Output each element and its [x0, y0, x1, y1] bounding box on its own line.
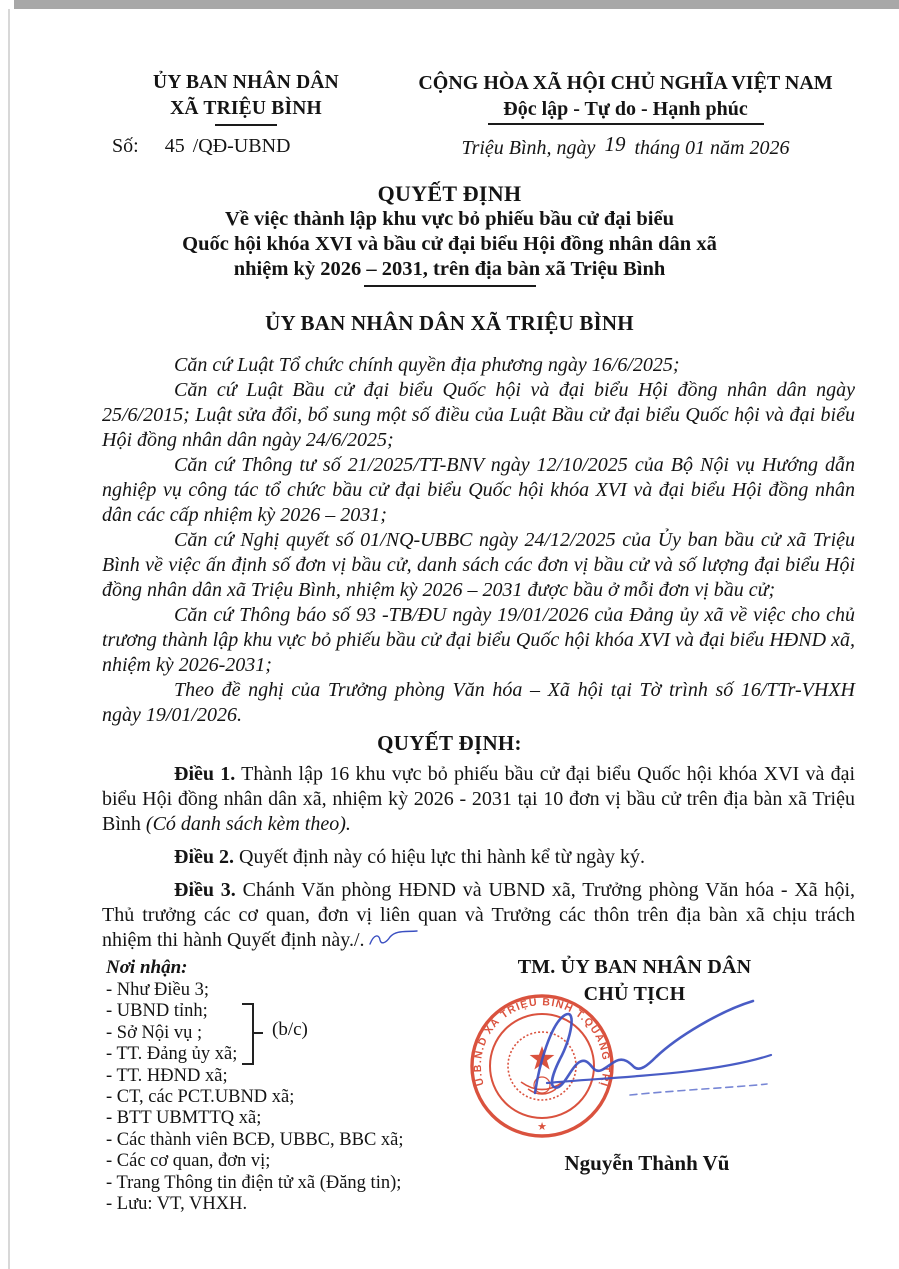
doc-number-value: 45: [164, 135, 185, 157]
title-line1: Về việc thành lập khu vực bỏ phiếu bầu cử đại biểu: [225, 208, 674, 230]
article-3-text: Chánh Văn phòng HĐND và UBND xã, Trưởng phòng Văn hóa - Xã hội, Thủ trưởng các cơ quan, đơn vị liên quan và Trưởng các thôn trên địa bàn xã chịu trách nhiệm thi hành Quyết định này./.: [102, 879, 856, 951]
article-2: [102, 845, 855, 870]
doc-number-label: Số:: [112, 135, 139, 157]
place-date-prefix: Triệu Bình, ngày: [461, 137, 596, 159]
recipient-item: - BTT UBMTTQ xã;: [106, 1108, 262, 1129]
seal-ring-text: U.B.N.D XÃ TRIỆU BÌNH T.QUẢNG TRỊ: [471, 996, 613, 1089]
article-2-label: Điều 2.: [174, 846, 234, 868]
scan-top-edge: [14, 0, 899, 9]
decision-heading: QUYẾT ĐỊNH:: [377, 731, 522, 755]
article-1-italic-note: (Có danh sách kèm theo).: [145, 813, 351, 835]
org-underline: [215, 124, 277, 126]
date-day-handwritten: 19: [604, 132, 626, 156]
recipient-item: - CT, các PCT.UBND xã;: [106, 1087, 295, 1108]
preamble-paragraph: Căn cứ Nghị quyết số 01/NQ-UBBC ngày 24/12/2025 của Ủy ban bầu cử xã Triệu Bình về việc ấn định số đơn vị bầu cử, danh sách các đơn vị bầu cử và số lượng đại biểu Hội đồng nhân dân xã Triệu Bình, nhiệm kỳ 2026 – 2031 được bầu ở mỗi đơn vị bầu cử;: [102, 529, 855, 601]
article-1-label: Điều 1.: [174, 763, 236, 785]
article-2-text: Quyết định này có hiệu lực thi hành kể từ ngày ký.: [239, 846, 646, 868]
org-name-line1: ỦY BAN NHÂN DÂN: [153, 72, 339, 93]
recipient-item: - Lưu: VT, VHXH.: [106, 1194, 248, 1215]
seal-bottom-star: ★: [537, 1121, 547, 1133]
signer-name: Nguyễn Thành Vũ: [564, 1151, 730, 1175]
preamble-paragraph: Căn cứ Luật Bầu cử đại biểu Quốc hội và đại biểu Hội đồng nhân dân ngày 25/6/2015; Luật sửa đổi, bổ sung một số điều của Luật Bầu cử đại biểu Quốc hội và đại biểu Hội đồng nhân dân ngày 24/6/2025;: [102, 379, 855, 451]
preamble: [0, 353, 899, 728]
article-3-label: Điều 3.: [174, 879, 236, 901]
title-separator-line: [364, 285, 536, 287]
title-line2: Quốc hội khóa XVI và bầu cử đại biểu Hội đồng nhân dân xã: [182, 233, 717, 255]
signing-title: CHỦ TỊCH: [583, 983, 686, 1005]
national-header-block: [396, 70, 855, 126]
bc-bracket-icon: [236, 1001, 266, 1067]
recipient-item: - Các thành viên BCĐ, UBBC, BBC xã;: [106, 1129, 404, 1150]
signature-footer: [0, 957, 899, 1247]
doc-number: [96, 135, 396, 160]
recipients-label: Nơi nhận:: [106, 957, 188, 978]
number-date-row: [0, 126, 899, 160]
title-block: [0, 180, 899, 336]
recipient-item: - TT. HĐND xã;: [106, 1065, 228, 1086]
doc-number-suffix: /QĐ-UBND: [192, 135, 291, 157]
republic-motto: Độc lập - Tự do - Hạnh phúc: [503, 98, 748, 120]
recipient-item: - TT. Đảng ủy xã;: [106, 1044, 238, 1065]
issuing-org-block: [96, 70, 396, 126]
recipient-item: - Các cơ quan, đơn vị;: [106, 1151, 271, 1172]
article-1-text: Thành lập 16 khu vực bỏ phiếu bầu cử đại biểu Quốc hội khóa XVI và đại biểu Hội đồng nhân dân xã, nhiệm kỳ 2026 - 2031 tại 10 đơn vị bầu cử trên địa bàn xã Triệu Bình: [102, 763, 856, 835]
republic-title: CỘNG HÒA XÃ HỘI CHỦ NGHĨA VIỆT NAM: [418, 72, 833, 94]
recipient-item: - Sở Nội vụ ;: [106, 1022, 203, 1043]
bc-note: (b/c): [272, 1019, 308, 1040]
article-3: [102, 878, 855, 953]
recipient-item: - Trang Thông tin điện tử xã (Đăng tin);: [106, 1172, 402, 1193]
preamble-paragraph: Theo đề nghị của Trưởng phòng Văn hóa – Xã hội tại Tờ trình số 16/TTr-VHXH ngày 19/01/2026.: [102, 679, 855, 726]
initial-paraph-icon: [367, 928, 419, 948]
articles: [0, 762, 899, 953]
date-suffix: tháng 01 năm 2026: [634, 137, 790, 159]
place-date-line: [396, 132, 855, 160]
issuer-heading: ỦY BAN NHÂN DÂN XÃ TRIỆU BÌNH: [265, 311, 634, 335]
org-name-line2: XÃ TRIỆU BÌNH: [170, 98, 322, 119]
title-line3: nhiệm kỳ 2026 – 2031, trên địa bàn xã Triệu Bình: [233, 258, 666, 280]
document-header: [0, 0, 899, 126]
motto-underline: [488, 123, 764, 125]
preamble-paragraph: Căn cứ Luật Tổ chức chính quyền địa phương ngày 16/6/2025;: [174, 354, 680, 376]
recipient-item: - Như Điều 3;: [106, 980, 210, 1000]
recipient-item: - UBND tỉnh;: [106, 1001, 208, 1022]
preamble-paragraph: Căn cứ Thông tư số 21/2025/TT-BNV ngày 12/10/2025 của Bộ Nội vụ Hướng dẫn nghiệp vụ công tác tổ chức bầu cử đại biểu Quốc hội khóa XVI và đại biểu Hội đồng nhân dân các cấp nhiệm kỳ 2026 – 2031;: [102, 454, 855, 526]
signing-authority: TM. ỦY BAN NHÂN DÂN: [517, 956, 752, 978]
article-1: [102, 762, 855, 837]
doc-type-heading: QUYẾT ĐỊNH: [377, 181, 522, 206]
preamble-paragraph: Căn cứ Thông báo số 93 -TB/ĐU ngày 19/01/2026 của Đảng ủy xã về việc cho chủ trương thành lập khu vực bỏ phiếu bầu cử đại biểu Quốc hội khóa XVI và đại biểu HĐND xã, nhiệm kỳ 2026-2031;: [102, 604, 855, 676]
signature-stroke-icon: [505, 995, 780, 1105]
